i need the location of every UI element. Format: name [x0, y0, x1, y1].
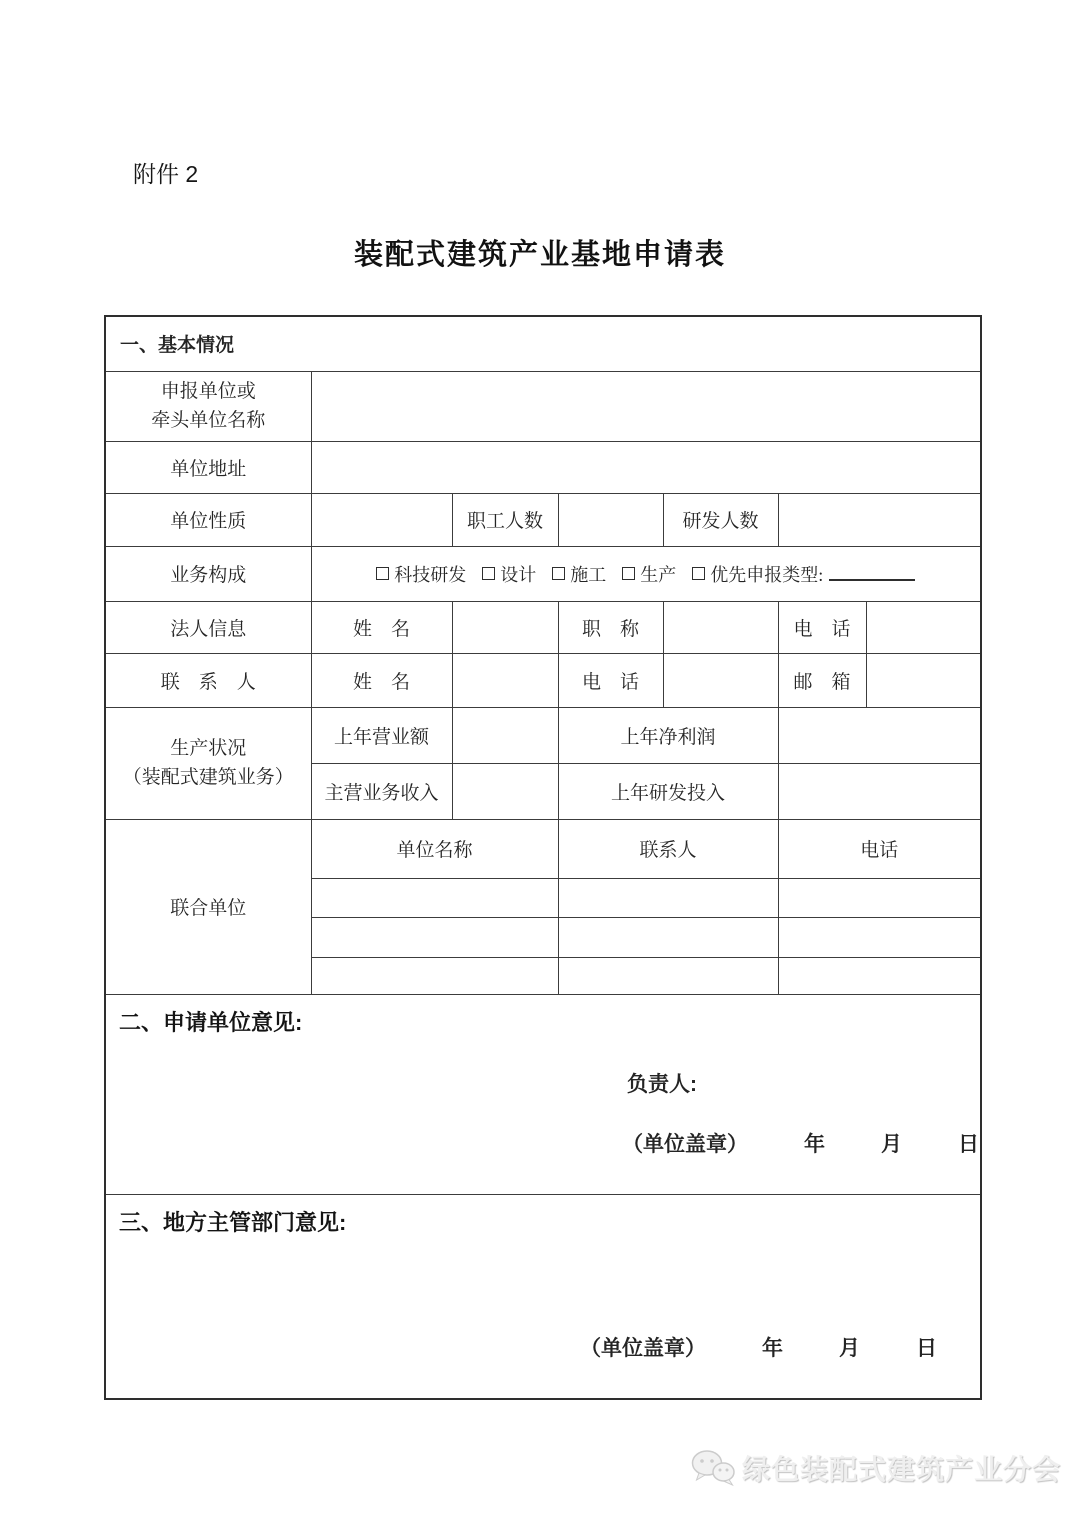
input-cell-org-name: [311, 371, 981, 441]
label-legal-title: 职 称: [558, 601, 663, 653]
label-rd-investment: 上年研发投入: [558, 763, 778, 819]
joint-col-header-contact: 联系人: [558, 819, 778, 878]
input-cell-rd-count: [778, 493, 981, 546]
label-address: 单位地址: [105, 441, 311, 493]
label-last-year-profit: 上年净利润: [558, 707, 778, 763]
label-joint-units: 联合单位: [105, 819, 311, 994]
input-cell-last-year-revenue: [452, 707, 558, 763]
label-legal-phone: 电 话: [778, 601, 866, 653]
label-business-composition: 业务构成: [105, 546, 311, 601]
watermark-text: 绿色装配式建筑产业分会: [742, 1454, 1062, 1485]
input-cell-contact-phone: [663, 653, 778, 707]
input-cell-unit-nature: [311, 493, 452, 546]
input-cell-contact-name: [452, 653, 558, 707]
checkbox-label: 生产: [640, 564, 677, 585]
label-contact-email: 邮 箱: [778, 653, 866, 707]
section-applicant-header: 二、申请单位意见:: [119, 1009, 303, 1035]
label-legal-name: 姓 名: [311, 601, 452, 653]
input-cell-legal-name: [452, 601, 558, 653]
section-basic-header: 一、基本情况: [105, 316, 981, 371]
input-cell-joint-phone-1: [778, 878, 981, 917]
checkbox-icon: [376, 567, 389, 580]
footer-watermark: [690, 1448, 1061, 1488]
input-cell-joint-phone-3: [778, 957, 981, 994]
checkbox-option-construction: [552, 561, 606, 587]
input-cell-contact-email: [866, 653, 981, 707]
label-org-name: [105, 371, 311, 441]
month-label: 月: [881, 1132, 902, 1156]
year-label: 年: [804, 1132, 825, 1156]
section-applicant-opinion: [105, 994, 981, 1194]
label-main-income: 主营业务收入: [311, 763, 452, 819]
checkbox-label: 设计: [500, 564, 537, 585]
business-composition-cell: [311, 546, 981, 601]
month-label: 月: [839, 1336, 860, 1360]
applicant-seal-date-line: [622, 1128, 979, 1158]
page-title: 装配式建筑产业基地申请表: [353, 239, 726, 271]
input-cell-main-income: [452, 763, 558, 819]
checkbox-option-rd: [376, 561, 466, 587]
label-rd-count: 研发人数: [663, 493, 778, 546]
input-cell-joint-name-2: [311, 917, 558, 957]
input-cell-joint-contact-3: [558, 957, 778, 994]
joint-col-header-phone: 电话: [778, 819, 981, 878]
input-cell-joint-contact-1: [558, 878, 778, 917]
checkbox-option-design: [482, 561, 536, 587]
input-cell-joint-name-3: [311, 957, 558, 994]
input-cell-staff-count: [558, 493, 663, 546]
attachment-label: 附件 2: [133, 161, 199, 187]
checkbox-label: 科技研发: [394, 564, 467, 585]
year-label: 年: [762, 1336, 783, 1360]
input-cell-legal-phone: [866, 601, 981, 653]
label-org-name-line2: 牵头单位名称: [151, 410, 266, 431]
wechat-icon: [690, 1449, 736, 1487]
input-cell-joint-contact-2: [558, 917, 778, 957]
input-cell-last-year-profit: [778, 707, 981, 763]
joint-col-header-name: 单位名称: [311, 819, 558, 878]
blank-line: [829, 567, 915, 581]
label-contact-person: 联 系 人: [105, 653, 311, 707]
day-label: 日: [916, 1336, 937, 1360]
section-authority-header: 三、地方主管部门意见:: [119, 1209, 347, 1235]
input-cell-joint-phone-2: [778, 917, 981, 957]
label-production-status: [105, 707, 311, 819]
checkbox-option-production: [622, 561, 676, 587]
section-authority-opinion: [105, 1194, 981, 1399]
input-cell-address: [311, 441, 981, 493]
label-last-year-revenue: 上年营业额: [311, 707, 452, 763]
input-cell-joint-name-1: [311, 878, 558, 917]
label-contact-phone: 电 话: [558, 653, 663, 707]
application-form-table: [104, 315, 982, 1400]
principal-label: 负责人:: [627, 1072, 697, 1096]
checkbox-icon: [552, 567, 565, 580]
checkbox-option-priority-type: [692, 561, 915, 587]
seal-label: （单位盖章）: [622, 1132, 748, 1156]
checkbox-label: 优先申报类型:: [710, 564, 824, 585]
label-legal-info: 法人信息: [105, 601, 311, 653]
authority-seal-date-line: [580, 1332, 937, 1362]
label-contact-name: 姓 名: [311, 653, 452, 707]
checkbox-icon: [482, 567, 495, 580]
checkbox-icon: [622, 567, 635, 580]
checkbox-icon: [692, 567, 705, 580]
input-cell-rd-investment: [778, 763, 981, 819]
label-production-line2: （装配式建筑业务）: [122, 767, 294, 788]
checkbox-label: 施工: [570, 564, 607, 585]
label-org-name-line1: 申报单位或: [160, 380, 256, 402]
label-staff-count: 职工人数: [452, 493, 558, 546]
label-production-line1: 生产状况: [170, 737, 247, 759]
label-unit-nature: 单位性质: [105, 493, 311, 546]
input-cell-legal-title: [663, 601, 778, 653]
seal-label: （单位盖章）: [580, 1336, 706, 1360]
day-label: 日: [958, 1132, 979, 1156]
business-checkbox-row: [316, 561, 977, 587]
